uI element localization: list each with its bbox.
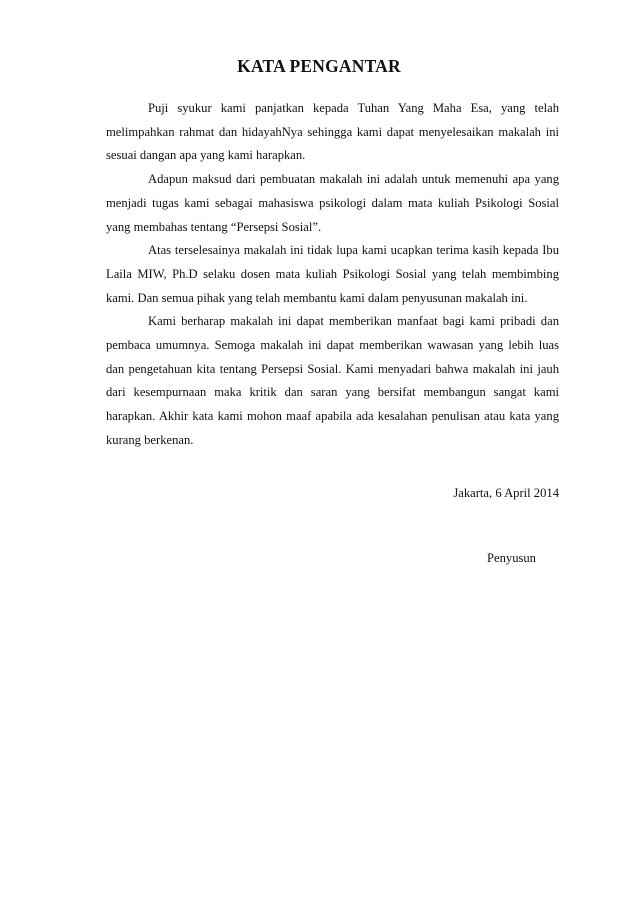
body-text xyxy=(106,97,559,453)
paragraph-intro: Puji syukur kami panjatkan kepada Tuhan Yang Maha Esa, yang telah melimpahkan rahmat dan hidayahNya sehingga kami dapat menyelesaikan makalah ini sesuai dangan apa yang kami harapkan. xyxy=(106,101,559,163)
paragraph-thanks: Atas terselesainya makalah ini tidak lupa kami ucapkan terima kasih kepada Ibu Laila MIW, Ph.D selaku dosen mata kuliah Psikologi Sosial yang telah membimbing kami. Dan semua pihak yang telah membantu kami dalam penyusunan makalah ini. xyxy=(106,243,559,305)
paragraph-purpose: Adapun maksud dari pembuatan makalah ini adalah untuk memenuhi apa yang menjadi tugas kami sebagai mahasiswa psikologi dalam mata kuliah Psikologi Sosial yang membahas tentang “Persepsi Sosial”. xyxy=(106,172,559,234)
signer-label: Penyusun xyxy=(487,551,536,565)
place-date: Jakarta, 6 April 2014 xyxy=(453,486,559,500)
page-title: KATA PENGANTAR xyxy=(237,56,401,76)
paragraph-closing: Kami berharap makalah ini dapat memberikan manfaat bagi kami pribadi dan pembaca umumnya. Semoga makalah ini dapat memberikan wawasan yang lebih luas dan pengetahuan kita tentang Persepsi Sosial. Kami menyadari bahwa makalah ini jauh dari kesempurnaan maka kritik dan saran yang bersifat membangun sangat kami harapkan. Akhir kata kami mohon maaf apabila ada kesalahan penulisan atau kata yang kurang berkenan. xyxy=(106,314,559,447)
